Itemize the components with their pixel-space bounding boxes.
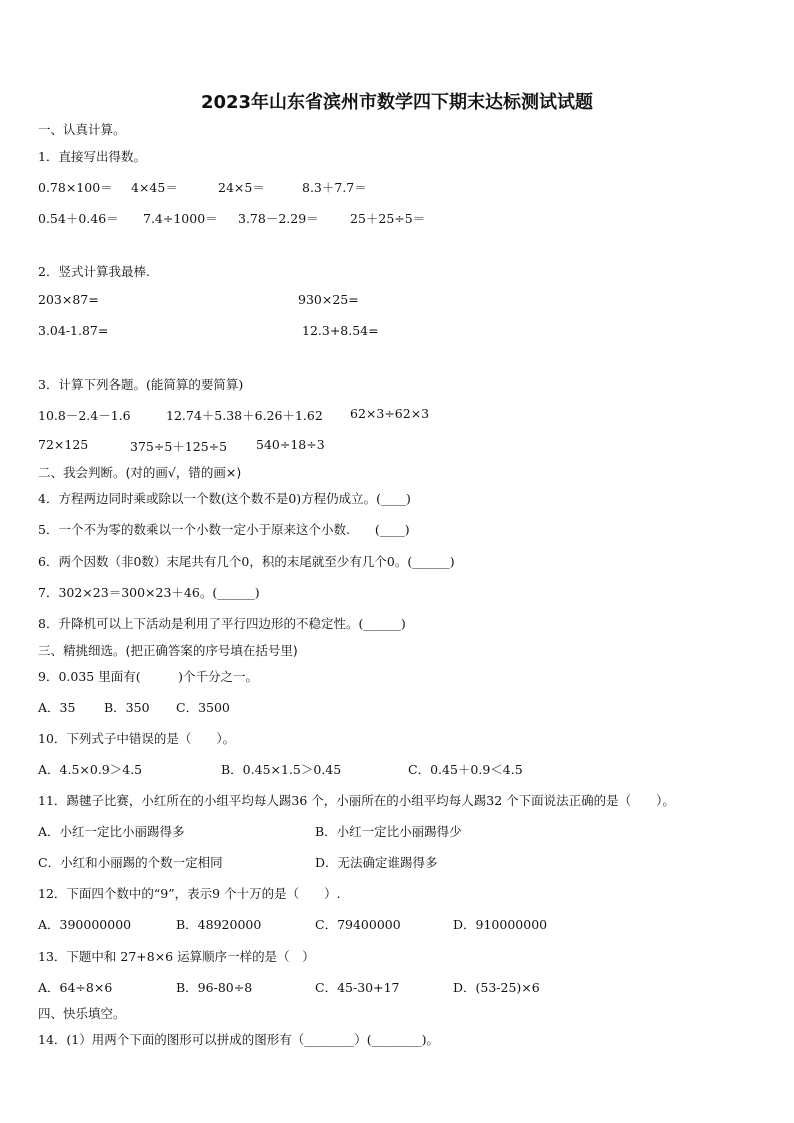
q3-item: 62×3÷62×3 (350, 406, 430, 421)
q12-option: B．48920000 (176, 917, 262, 932)
q9-option: A．35 (38, 700, 76, 715)
q9-option: B．350 (104, 700, 150, 715)
question-1: 1．直接写出得数。 (38, 149, 146, 164)
q1-item: 4×45＝ (131, 180, 178, 195)
question-9: 9．0.035 里面有( )个千分之一。 (38, 669, 258, 684)
section-3-heading: 三、精挑细选。(把正确答案的序号填在括号里) (38, 643, 298, 658)
q1-item: 0.78×100＝ (38, 180, 113, 195)
q9-option: C．3500 (176, 700, 230, 715)
q12-option: A．390000000 (38, 917, 132, 932)
q12-option: C．79400000 (315, 917, 401, 932)
question-13: 13．下题中和 27+8×6 运算顺序一样的是（ ） (38, 949, 315, 964)
question-14: 14．(1）用两个下面的图形可以拼成的图形有（________）(________)。 (38, 1032, 439, 1047)
q3-item: 12.74＋5.38＋6.26＋1.62 (166, 408, 323, 423)
q11-option: C．小红和小丽踢的个数一定相同 (38, 855, 223, 870)
q11-option: D．无法确定谁踢得多 (315, 855, 438, 870)
question-11: 11．踢毽子比赛，小红所在的小组平均每人踢36 个，小丽所在的小组平均每人踢32 个下面说法正确的是（ ）。 (38, 793, 675, 808)
q13-option: C．45-30+17 (315, 980, 400, 995)
q13-option: A．64÷8×6 (38, 980, 113, 995)
question-8: 8．升降机可以上下活动是利用了平行四边形的不稳定性。(______) (38, 616, 406, 631)
q12-option: D．910000000 (453, 917, 548, 932)
q10-option: B．0.45×1.5＞0.45 (221, 762, 342, 777)
q11-option: A．小红一定比小丽踢得多 (38, 824, 185, 839)
section-2-heading: 二、我会判断。(对的画√，错的画×) (38, 465, 242, 480)
q2-item: 930×25= (298, 292, 359, 307)
q2-item: 3.04-1.87= (38, 323, 109, 338)
q3-item: 10.8－2.4－1.6 (38, 408, 131, 423)
question-6: 6．两个因数（非0数）末尾共有几个0，积的末尾就至少有几个0。(______) (38, 554, 455, 569)
question-10: 10．下列式子中错误的是（ ）。 (38, 731, 236, 746)
page-title: 2023年山东省滨州市数学四下期末达标测试试题 (200, 92, 594, 113)
q13-option: B．96-80÷8 (176, 980, 253, 995)
q2-item: 12.3+8.54= (302, 323, 379, 338)
section-1-heading: 一、认真计算。 (38, 122, 126, 137)
q1-item: 3.78－2.29＝ (238, 211, 319, 226)
q1-item: 7.4÷1000＝ (143, 211, 218, 226)
q1-item: 8.3＋7.7＝ (302, 180, 367, 195)
q11-option: B．小红一定比小丽踢得少 (315, 824, 462, 839)
question-7: 7．302×23＝300×23＋46。(______) (38, 585, 260, 600)
question-3: 3．计算下列各题。(能简算的要简算) (38, 377, 244, 392)
section-4-heading: 四、快乐填空。 (38, 1006, 126, 1021)
q3-item: 375÷5＋125÷5 (130, 439, 228, 454)
q10-option: C．0.45＋0.9＜4.5 (408, 762, 523, 777)
q10-option: A．4.5×0.9＞4.5 (38, 762, 143, 777)
q3-item: 540÷18÷3 (256, 437, 325, 452)
q1-item: 25＋25÷5＝ (350, 211, 426, 226)
question-2: 2．竖式计算我最棒. (38, 264, 150, 279)
question-12: 12．下面四个数中的“9”，表示9 个十万的是（ ）. (38, 886, 341, 901)
q2-item: 203×87= (38, 292, 99, 307)
q3-item: 72×125 (38, 437, 89, 452)
q13-option: D．(53-25)×6 (453, 980, 540, 995)
q1-item: 24×5＝ (218, 180, 265, 195)
question-4: 4．方程两边同时乘或除以一个数(这个数不是0)方程仍成立。(____) (38, 491, 411, 506)
question-5: 5．一个不为零的数乘以一个小数一定小于原来这个小数. (____) (38, 522, 410, 537)
q1-item: 0.54＋0.46＝ (38, 211, 119, 226)
